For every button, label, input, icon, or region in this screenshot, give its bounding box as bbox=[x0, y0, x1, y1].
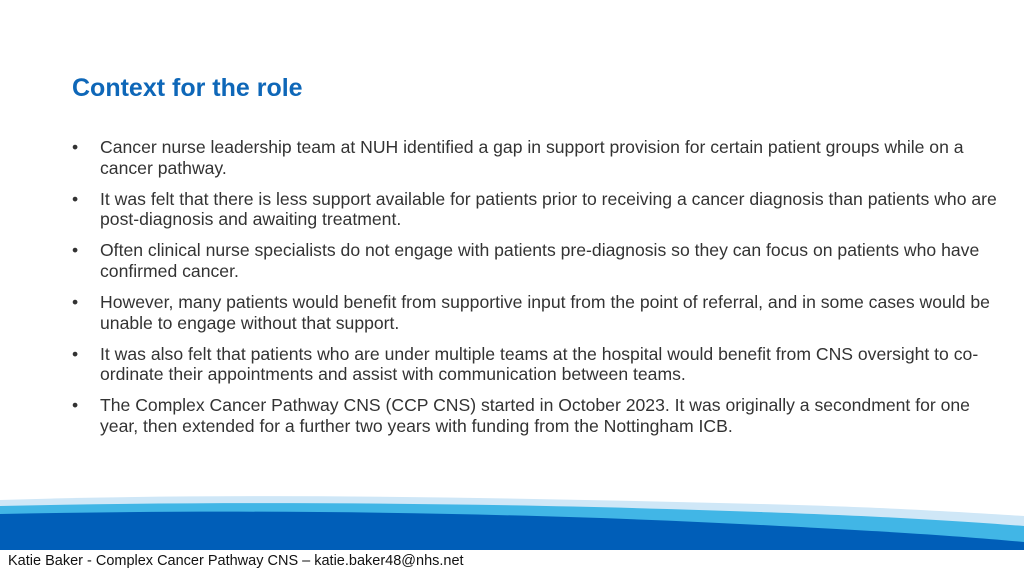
bullet-marker: • bbox=[72, 240, 79, 261]
bullet-marker: • bbox=[72, 137, 79, 157]
bullet-marker: • bbox=[72, 188, 79, 209]
bullet-text: It was also felt that patients who are under multiple teams at the hospital would benefit from CNS oversight to co-ordinate their appointments and assist with communication between teams. bbox=[100, 343, 979, 385]
bullet-item bbox=[72, 137, 997, 178]
bullet-item bbox=[72, 292, 997, 333]
bullet-text: Often clinical nurse specialists do not engage with patients pre-diagnosis so they can focus on patients who have confirmed cancer. bbox=[100, 240, 980, 281]
footer-author-text: Katie Baker - Complex Cancer Pathway CNS – katie.baker48@nhs.net bbox=[8, 553, 464, 569]
bullet-text: It was felt that there is less support available for patients prior to receiving a cancer diagnosis than patients who are post-diagnosis and awaiting treatment. bbox=[100, 188, 997, 230]
bullet-list bbox=[72, 137, 997, 447]
bullet-marker: • bbox=[72, 395, 79, 416]
bullet-item bbox=[72, 395, 997, 436]
decorative-wave-band bbox=[0, 490, 1024, 550]
bullet-marker: • bbox=[72, 292, 79, 313]
bullet-item bbox=[72, 344, 997, 385]
bullet-item bbox=[72, 189, 997, 230]
bullet-text: The Complex Cancer Pathway CNS (CCP CNS) started in October 2023. It was originally a secondment for one year, then extended for a further two years with funding from the Nottingham ICB. bbox=[100, 395, 970, 437]
bullet-text: However, many patients would benefit from supportive input from the point of referral, and in some cases would be unable to engage without that support. bbox=[100, 292, 990, 333]
bullet-item bbox=[72, 240, 997, 281]
bullet-text: Cancer nurse leadership team at NUH identified a gap in support provision for certain patient groups while on a cancer pathway. bbox=[100, 137, 964, 178]
bullet-marker: • bbox=[72, 343, 79, 364]
slide-title: Context for the role bbox=[72, 74, 303, 102]
